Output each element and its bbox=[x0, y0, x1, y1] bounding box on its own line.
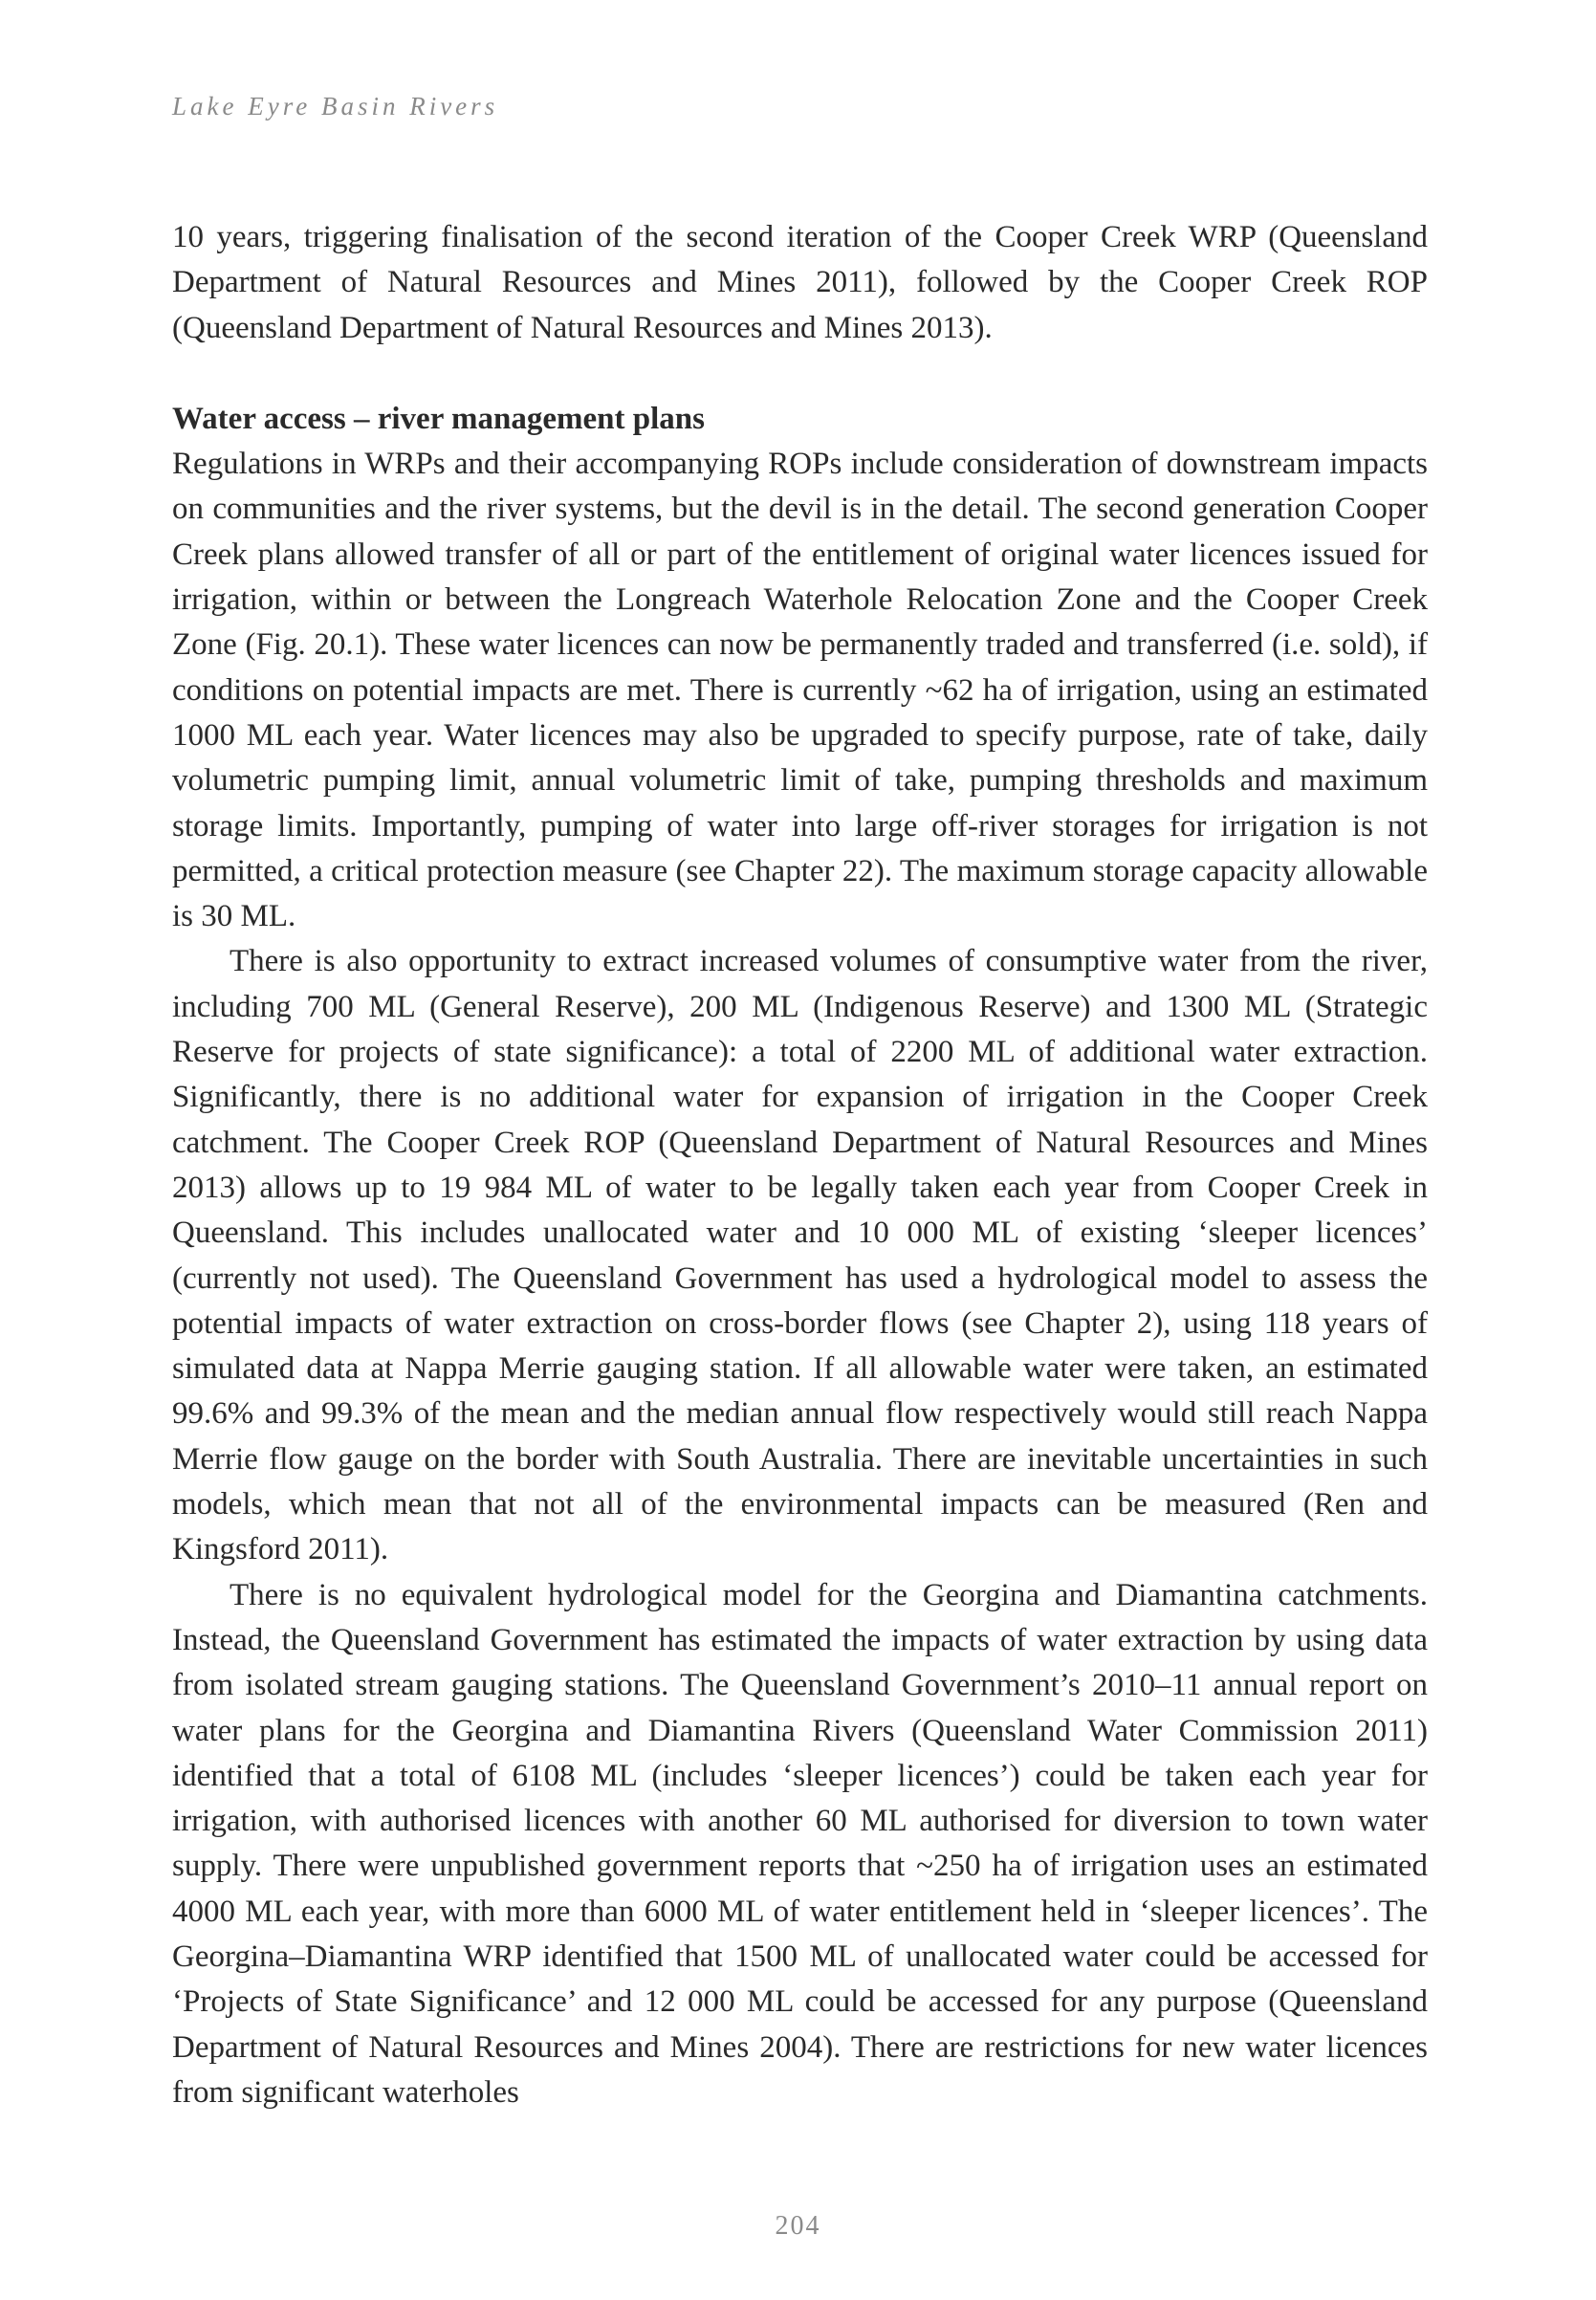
paragraph: There is also opportunity to extract increased volumes of consumptive water from the river, including 700 ML (General Reserve), 200 ML (Indigenous Reserve) and 1300 ML (Strategic Reserve for projects of state significance): a total of 2200 ML of additional water extraction. Significantly, there is no additional water for expansion of irrigation in the Cooper Creek catchment. The Cooper Creek ROP (Queensland Department of Natural Resources and Mines 2013) allows up to 19 984 ML of water to be legally taken each year from Cooper Creek in Queensland. This includes unallocated water and 10 000 ML of existing ‘sleeper licences’ (currently not used). The Queensland Government has used a hydrological model to assess the potential impacts of water extraction on cross-border flows (see Chapter 2), using 118 years of simulated data at Nappa Merrie gauging station. If all allowable water were taken, an estimated 99.6% and 99.3% of the mean and the median annual flow respectively would still reach Nappa Merrie flow gauge on the border with South Australia. There are inevitable uncertainties in such models, which mean that not all of the environmental impacts can be measured (Ren and Kingsford 2011). bbox=[172, 944, 1428, 1567]
paragraph: There is no equivalent hydrological model for the Georgina and Diamantina catchments. Instead, the Queensland Government has estimated the impacts of water extraction by using data from isolated stream gauging stations. The Queensland Government’s 2010–11 annual report on water plans for the Georgina and Diamantina Rivers (Queensland Water Commission 2011) identified that a total of 6108 ML (includes ‘sleeper licences’) could be taken each year for irrigation, with authorised licences with another 60 ML authorised for diversion to town water supply. There were unpublished government reports that ~250 ha of irrigation uses an estimated 4000 ML each year, with more than 6000 ML of water entitlement held in ‘sleeper licences’. The Georgina–Diamantina WRP identified that 1500 ML of unallocated water could be accessed for ‘Projects of State Significance’ and 12 000 ML could be accessed for any purpose (Queensland Department of Natural Resources and Mines 2004). There are restrictions for new water licences from significant waterholes bbox=[172, 1577, 1428, 2110]
running-header: Lake Eyre Basin Rivers bbox=[172, 92, 499, 120]
page-body bbox=[172, 215, 1428, 2115]
paragraph-continued: 10 years, triggering finalisation of the second iteration of the Cooper Creek WRP (Queensland Department of Natural Resources and Mines 2011), followed by the Cooper Creek ROP (Queensland Department of Natural Resources and Mines 2013). bbox=[172, 220, 1428, 345]
section-heading: Water access – river management plans bbox=[172, 401, 705, 436]
page-number: 204 bbox=[775, 2211, 821, 2241]
paragraph: Regulations in WRPs and their accompanying ROPs include consideration of downstream impacts on communities and the river systems, but the devil is in the detail. The second generation Cooper Creek plans allowed transfer of all or part of the entitlement of original water licences issued for irrigation, within or between the Longreach Waterhole Relocation Zone and the Cooper Creek Zone (Fig. 20.1). These water licences can now be permanently traded and transferred (i.e. sold), if conditions on potential impacts are met. There is currently ~62 ha of irrigation, using an estimated 1000 ML each year. Water licences may also be upgraded to specify purpose, rate of take, daily volumetric pumping limit, annual volumetric limit of take, pumping thresholds and maximum storage limits. Importantly, pumping of water into large off-river storages for irrigation is not permitted, a critical protection measure (see Chapter 22). The maximum storage capacity allowable is 30 ML. bbox=[172, 447, 1428, 934]
